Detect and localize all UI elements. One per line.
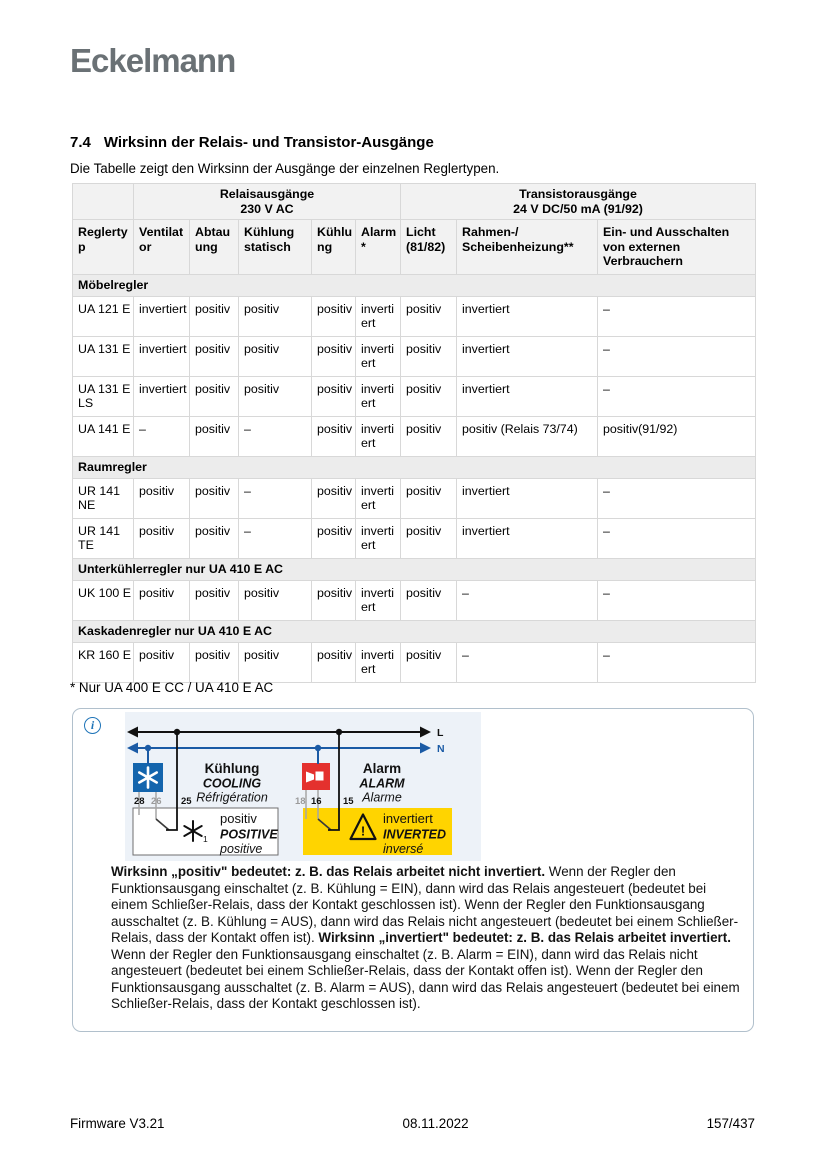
table-row xyxy=(73,416,756,456)
alarm-label-en: ALARM xyxy=(359,776,405,791)
section-label: Kaskadenregler nur UA 410 E AC xyxy=(73,620,756,642)
table-cell: invertiert xyxy=(457,518,598,558)
table-cell: invertiert xyxy=(134,376,190,416)
column-header: Licht (81/82) xyxy=(401,220,457,275)
group-header xyxy=(134,184,401,220)
table-cell: positiv xyxy=(190,518,239,558)
section-row xyxy=(73,456,756,478)
group-header-row xyxy=(73,184,756,220)
table-cell: – xyxy=(598,296,756,336)
table-cell: – xyxy=(598,642,756,682)
table-row xyxy=(73,478,756,518)
row-header-cell: UR 141 NE xyxy=(73,478,134,518)
table-cell: invertiert xyxy=(356,296,401,336)
table-cell: positiv xyxy=(239,336,312,376)
table-cell: positiv xyxy=(312,642,356,682)
inverted-label-en: INVERTED xyxy=(383,827,446,842)
table-cell: – xyxy=(457,642,598,682)
table-cell: invertiert xyxy=(356,336,401,376)
inverted-label-fr: inversé xyxy=(383,842,424,856)
column-header: Ein- und Ausschalten von externen Verbrauchern xyxy=(598,220,756,275)
table-cell: positiv xyxy=(134,642,190,682)
table-cell: positiv xyxy=(312,518,356,558)
table-cell: – xyxy=(598,518,756,558)
table-cell: positiv xyxy=(239,642,312,682)
section-row xyxy=(73,558,756,580)
table-cell: invertiert xyxy=(457,336,598,376)
group-header-line2: 230 V AC xyxy=(240,201,294,216)
column-header: Abtauung xyxy=(190,220,239,275)
table-cell: positiv xyxy=(312,478,356,518)
table-cell: invertiert xyxy=(356,580,401,620)
section-label: Raumregler xyxy=(73,456,756,478)
table-row xyxy=(73,296,756,336)
terminal-26: 26 xyxy=(151,796,162,807)
table-cell: – xyxy=(598,376,756,416)
footer-page-number: 157/437 xyxy=(706,1116,755,1131)
section-row xyxy=(73,620,756,642)
table-row xyxy=(73,580,756,620)
page-footer xyxy=(70,1116,755,1131)
table-cell: invertiert xyxy=(134,296,190,336)
table-cell: positiv (Relais 73/74) xyxy=(457,416,598,456)
table-cell: – xyxy=(239,518,312,558)
table-cell: positiv xyxy=(401,296,457,336)
explanation-normal-2: Wenn der Regler den Funktionsausgang einschaltet (z. B. Alarm = EIN), dann wird das Relais nicht angesteuert (bedeutet bei einem Schließer-Relais, dass der Kontakt offen ist). Wenn der Regler den Funktionsausgang ausschaltet (z. B. Alarm = AUS), dann wird das Relais angesteuert (bedeutet bei einem Schließer-Relais, dass der Kontakt geschlossen ist). xyxy=(111,946,740,1011)
table-cell: invertiert xyxy=(457,478,598,518)
inverted-label-de: invertiert xyxy=(383,811,433,826)
column-header: Alarm* xyxy=(356,220,401,275)
table-cell: positiv xyxy=(190,336,239,376)
explanation-text xyxy=(111,864,743,1013)
cooling-label-fr: Réfrigération xyxy=(196,790,268,805)
table-cell: positiv xyxy=(239,580,312,620)
table-row xyxy=(73,518,756,558)
row-header-cell: UA 121 E xyxy=(73,296,134,336)
table-cell: positiv xyxy=(239,376,312,416)
terminal-25: 25 xyxy=(181,796,192,807)
group-header xyxy=(401,184,756,220)
table-cell: positiv xyxy=(312,416,356,456)
table-cell: – xyxy=(239,478,312,518)
table-cell: invertiert xyxy=(457,296,598,336)
section-label: Unterkühlerregler nur UA 410 E AC xyxy=(73,558,756,580)
snowflake-subscript: 1 xyxy=(203,834,208,844)
table-cell: positiv xyxy=(190,376,239,416)
section-row xyxy=(73,274,756,296)
table-cell: positiv xyxy=(134,518,190,558)
table-cell: positiv xyxy=(239,296,312,336)
table-cell: invertiert xyxy=(356,518,401,558)
l-label: L xyxy=(437,727,444,739)
table-cell: positiv xyxy=(312,580,356,620)
table-cell: invertiert xyxy=(356,478,401,518)
row-header-cell: UR 141 TE xyxy=(73,518,134,558)
table-cell: positiv(91/92) xyxy=(598,416,756,456)
table-cell: positiv xyxy=(401,518,457,558)
row-header-cell: UA 141 E xyxy=(73,416,134,456)
footer-firmware: Firmware V3.21 xyxy=(70,1116,165,1131)
table-cell: positiv xyxy=(401,478,457,518)
info-box xyxy=(72,708,754,1032)
section-heading xyxy=(70,134,434,151)
warning-exclamation: ! xyxy=(360,823,366,839)
table-cell: positiv xyxy=(401,336,457,376)
section-label: Möbelregler xyxy=(73,274,756,296)
table-cell: positiv xyxy=(401,580,457,620)
row-header-cell: KR 160 E xyxy=(73,642,134,682)
table-row xyxy=(73,336,756,376)
table-cell: positiv xyxy=(190,642,239,682)
table-cell: positiv xyxy=(401,642,457,682)
table-body xyxy=(73,274,756,682)
explanation-bold-invertiert: Wirksinn „invertiert" bedeutet: z. B. das Relais arbeitet invertiert. xyxy=(318,930,731,945)
info-icon: i xyxy=(84,717,101,734)
explanation-normal-1: Wenn der Regler den Funktionsausgang einschaltet (z. B. Kühlung = EIN), dann wird das Relais angesteuert (bedeutet bei einem Schließer-Relais, dass der Kontakt geschlossen ist). Wenn der Regler den Funktionsausgang ausschaltet (z. B. Kühlung = AUS), dann wird das Relais nicht angesteuert (bedeutet bei einem Schließer-Relais, dass der Kontakt offen ist). xyxy=(111,864,739,945)
column-header: Rahmen-/ Scheibenheizung** xyxy=(457,220,598,275)
footer-date: 08.11.2022 xyxy=(402,1116,469,1131)
table-cell: positiv xyxy=(312,376,356,416)
table-cell: – xyxy=(598,478,756,518)
table-cell: positiv xyxy=(190,416,239,456)
section-title: Wirksinn der Relais- und Transistor-Ausgänge xyxy=(103,134,434,151)
intro-text: Die Tabelle zeigt den Wirksinn der Ausgänge der einzelnen Reglertypen. xyxy=(70,161,500,176)
alarm-label-de: Alarm xyxy=(362,761,402,776)
table-cell: positiv xyxy=(312,336,356,376)
column-header-row xyxy=(73,220,756,275)
column-header: Kühlung statisch xyxy=(239,220,312,275)
table-cell: positiv xyxy=(134,478,190,518)
n-label: N xyxy=(437,743,445,755)
table-cell: – xyxy=(598,336,756,376)
table-row xyxy=(73,642,756,682)
explanation-bold-positiv: Wirksinn „positiv" bedeutet: z. B. das Relais arbeitet nicht invertiert. xyxy=(111,864,546,879)
wirksinn-table xyxy=(72,183,756,683)
terminal-15: 15 xyxy=(343,796,354,807)
group-header-spacer xyxy=(73,184,134,220)
alarm-label-fr: Alarme xyxy=(362,790,402,805)
positive-label-de: positiv xyxy=(220,811,257,826)
terminal-28: 28 xyxy=(134,796,145,807)
column-header: Kühlung xyxy=(312,220,356,275)
row-header-cell: UA 131 E LS xyxy=(73,376,134,416)
terminal-16: 16 xyxy=(311,796,322,807)
table-cell: positiv xyxy=(190,296,239,336)
positive-label-en: POSITIVE xyxy=(220,827,278,842)
table-cell: – xyxy=(598,580,756,620)
table-cell: invertiert xyxy=(356,416,401,456)
table-cell: – xyxy=(134,416,190,456)
table-head xyxy=(73,184,756,275)
table-cell: invertiert xyxy=(356,376,401,416)
group-header-line2: 24 V DC/50 mA (91/92) xyxy=(513,201,643,216)
cooling-label-en: COOLING xyxy=(202,776,262,791)
terminal-18: 18 xyxy=(295,796,306,807)
group-header-line1: Relaisausgänge xyxy=(219,187,315,201)
cooling-label-de: Kühlung xyxy=(204,761,260,776)
table-cell: positiv xyxy=(190,580,239,620)
table-cell: invertiert xyxy=(356,642,401,682)
table-cell: positiv xyxy=(312,296,356,336)
group-header-line1: Transistorausgänge xyxy=(519,187,637,201)
table-cell: positiv xyxy=(190,478,239,518)
company-logo: Eckelmann xyxy=(70,42,236,79)
table-cell: invertiert xyxy=(134,336,190,376)
table-cell: invertiert xyxy=(457,376,598,416)
row-header-cell: UA 131 E xyxy=(73,336,134,376)
table-cell: – xyxy=(457,580,598,620)
table-cell: positiv xyxy=(401,416,457,456)
positive-label-fr: positive xyxy=(220,842,263,856)
table-cell: – xyxy=(239,416,312,456)
table-cell: positiv xyxy=(134,580,190,620)
row-header-cell: UK 100 E xyxy=(73,580,134,620)
table-row xyxy=(73,376,756,416)
table-cell: positiv xyxy=(401,376,457,416)
wiring-diagram xyxy=(125,712,481,861)
section-number: 7.4 xyxy=(70,134,91,151)
table-footnote: * Nur UA 400 E CC / UA 410 E AC xyxy=(70,680,274,695)
column-header: Reglertyp xyxy=(73,220,134,275)
column-header: Ventilator xyxy=(134,220,190,275)
